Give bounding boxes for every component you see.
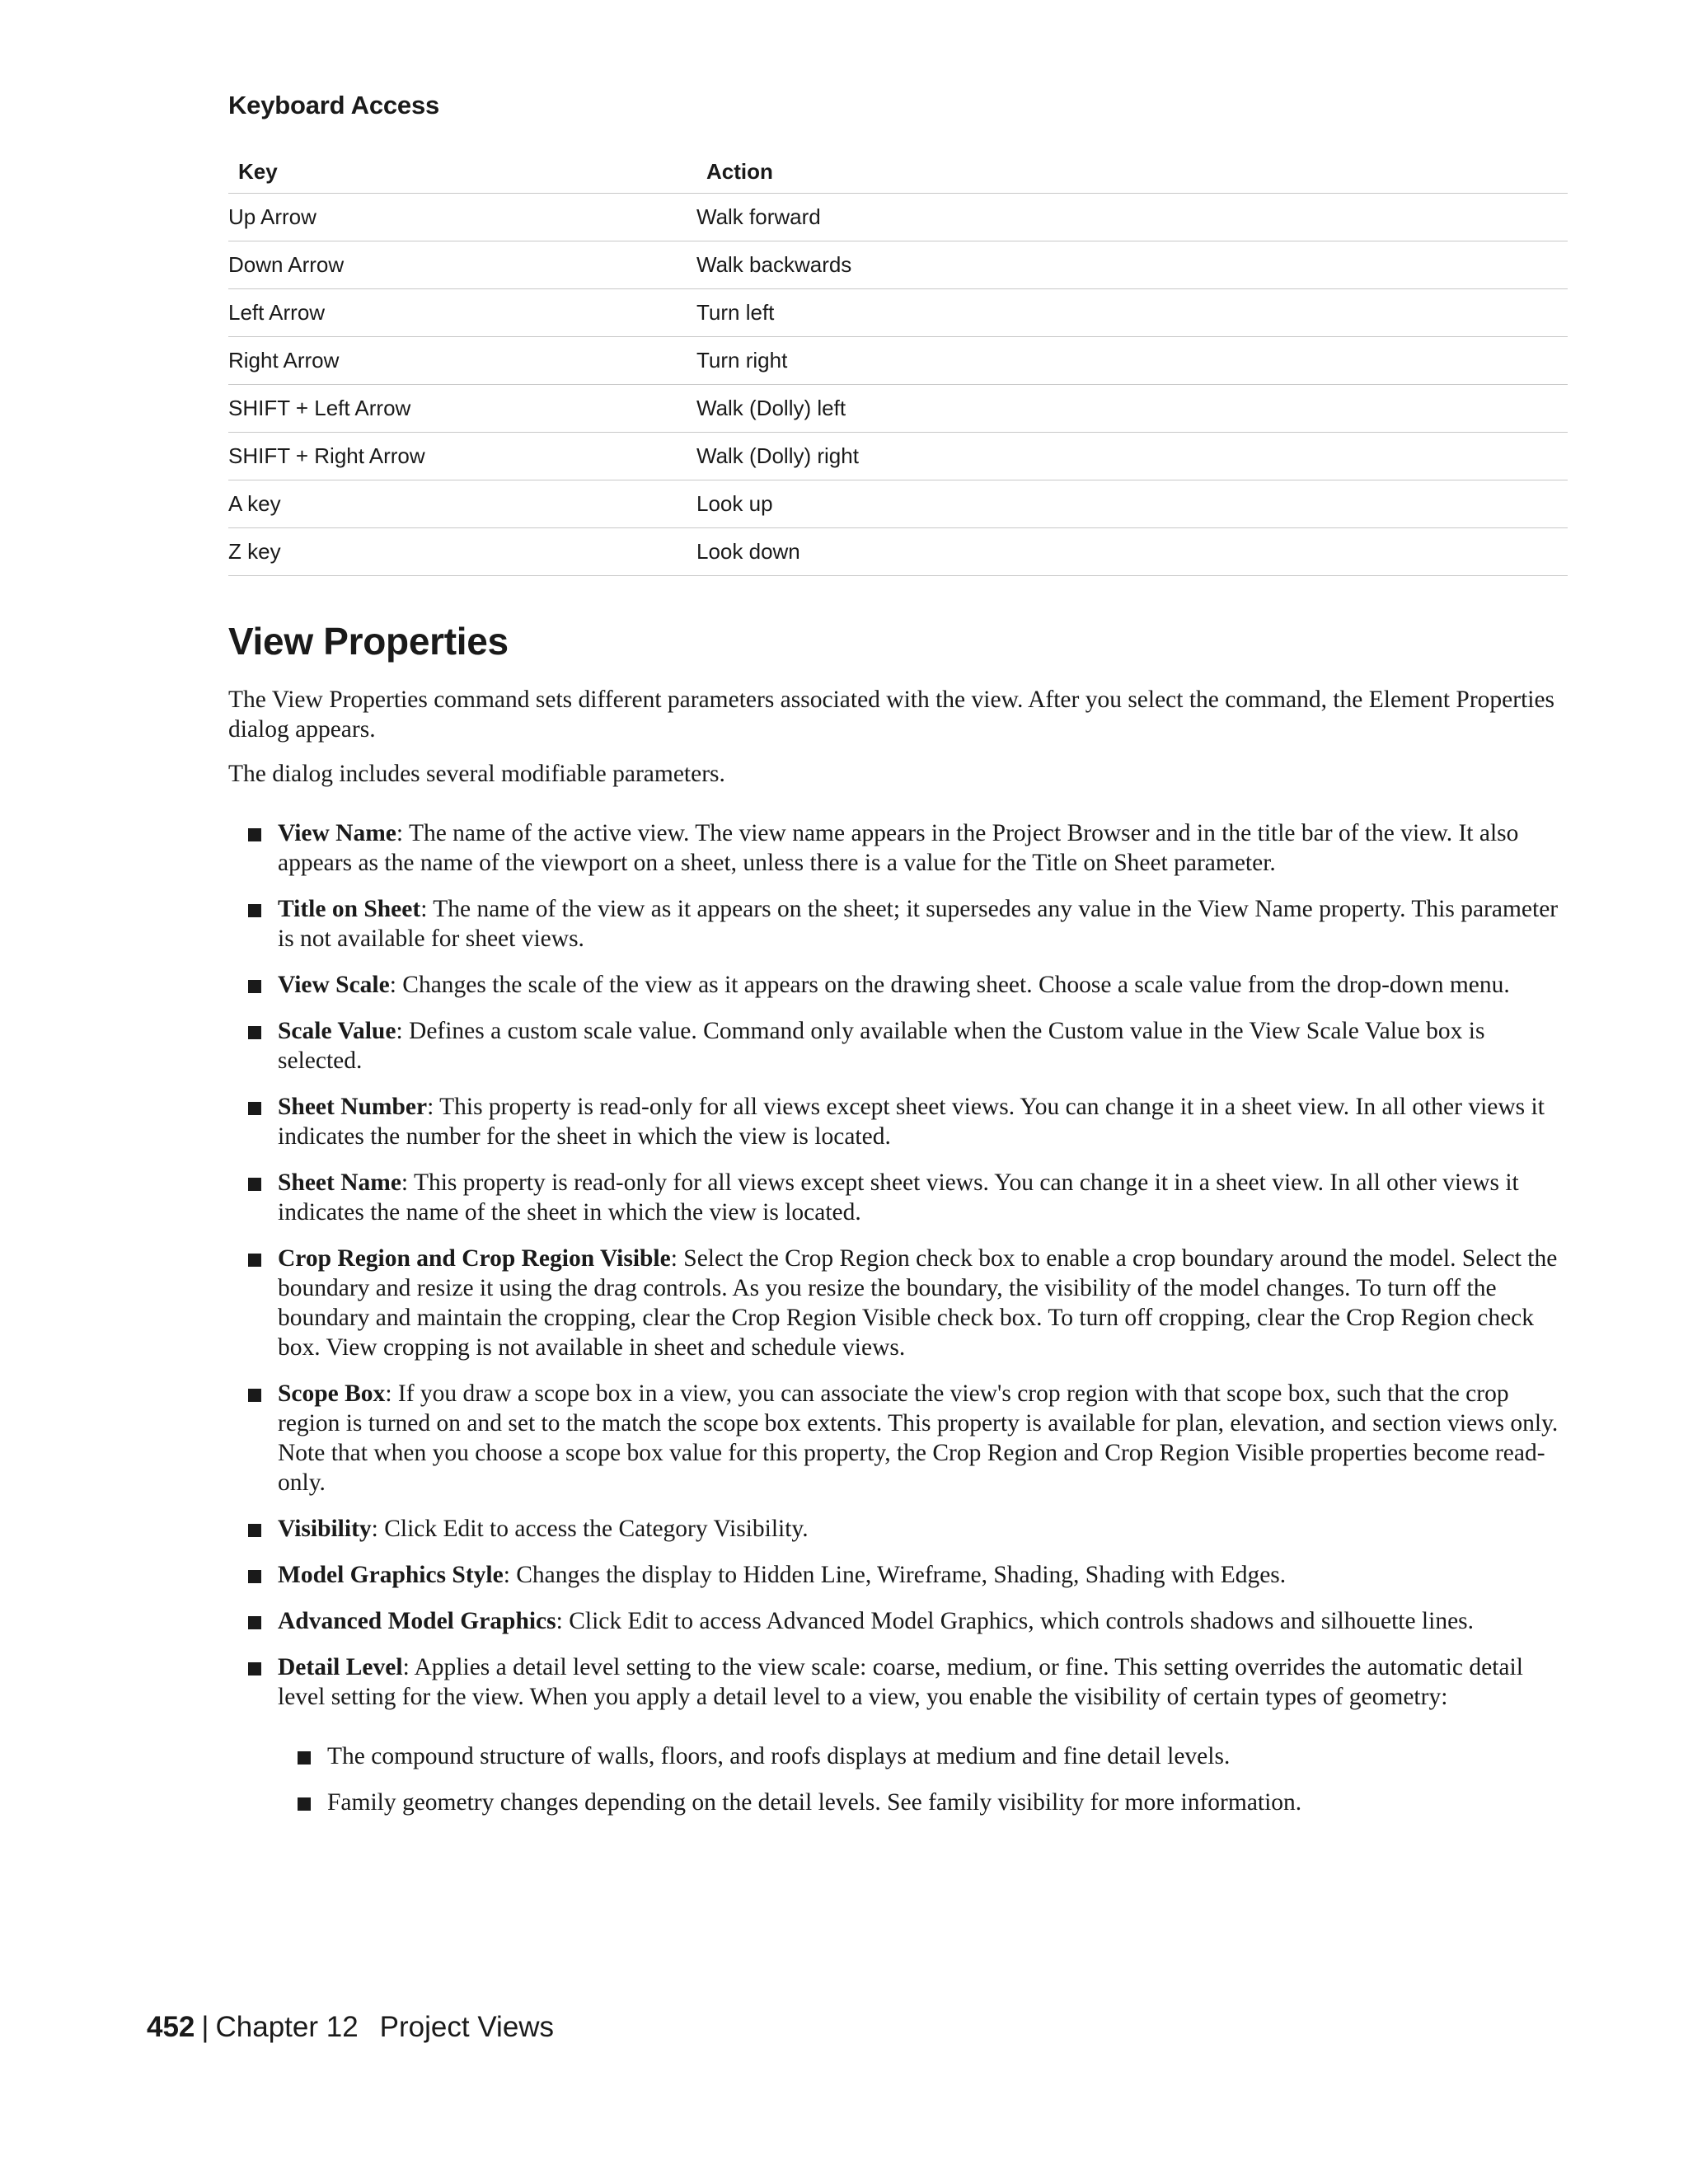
table-row (228, 528, 1568, 576)
table-row (228, 433, 1568, 480)
list-item (228, 818, 1568, 878)
detail-level-sublist (278, 1741, 1568, 1817)
table-row (228, 337, 1568, 385)
item-description: : The name of the active view. The view name appears in the Project Browser and in the title bar of the view. It also appears as the name of the viewport on a sheet, unless there is a value for the Title on Sheet parameter. (278, 820, 1519, 876)
square-bullet-icon (248, 1524, 261, 1537)
list-item (228, 1560, 1568, 1590)
list-item (228, 1016, 1568, 1076)
key-cell: Left Arrow (228, 289, 696, 337)
list-item (228, 1379, 1568, 1497)
item-term: Title on Sheet (278, 896, 421, 922)
sub-list-item (278, 1741, 1568, 1771)
list-item (228, 1652, 1568, 1817)
item-description: : Applies a detail level setting to the view scale: coarse, medium, or fine. This setting overrides the automatic detail level setting for the view. When you apply a detail level to a view, you enable the visibility of certain types of geometry: (278, 1654, 1523, 1710)
key-cell: A key (228, 480, 696, 528)
table-row (228, 289, 1568, 337)
item-description: : Changes the display to Hidden Line, Wireframe, Shading, Shading with Edges. (503, 1562, 1287, 1588)
action-cell: Walk backwards (696, 241, 1568, 289)
item-description: : This property is read-only for all views except sheet views. You can change it in a sheet view. In all other views it indicates the name of the sheet in which the view is located. (278, 1169, 1519, 1226)
item-term: View Scale (278, 972, 390, 998)
square-bullet-icon (248, 1570, 261, 1583)
square-bullet-icon (248, 1662, 261, 1675)
square-bullet-icon (248, 1102, 261, 1115)
table-row (228, 385, 1568, 433)
page-number: 452 (147, 2011, 195, 2043)
item-description: : Changes the scale of the view as it appears on the drawing sheet. Choose a scale value from the drop-down menu. (389, 972, 1510, 998)
item-term: Detail Level (278, 1654, 403, 1680)
key-cell: Right Arrow (228, 337, 696, 385)
action-cell: Look down (696, 528, 1568, 576)
key-cell: Down Arrow (228, 241, 696, 289)
square-bullet-icon (298, 1751, 311, 1765)
list-item (228, 1092, 1568, 1151)
square-bullet-icon (248, 1616, 261, 1629)
item-description: : Select the Crop Region check box to enable a crop boundary around the model. Select the boundary and resize it using the drag controls. As you resize the boundary, the visibility of the model changes. To turn off the boundary and maintain the cropping, clear the Crop Region Visible check box. To turn off cropping, clear the Crop Region check box. View cropping is not available in sheet and schedule views. (278, 1245, 1558, 1361)
view-properties-heading: View Properties (228, 620, 509, 663)
sub-item-text: The compound structure of walls, floors, and roofs displays at medium and fine detail levels. (327, 1743, 1231, 1769)
item-term: Sheet Number (278, 1094, 428, 1120)
square-bullet-icon (248, 828, 261, 841)
list-item (228, 970, 1568, 1000)
item-term: Crop Region and Crop Region Visible (278, 1245, 671, 1272)
action-cell: Walk (Dolly) right (696, 433, 1568, 480)
list-item (228, 894, 1568, 954)
list-item (228, 1244, 1568, 1362)
sub-item-text: Family geometry changes depending on the detail levels. See family visibility for more information. (327, 1789, 1302, 1816)
item-term: Advanced Model Graphics (278, 1608, 556, 1634)
item-description: : Defines a custom scale value. Command only available when the Custom value in the View Scale Value box is selected. (278, 1018, 1485, 1074)
list-item (228, 1606, 1568, 1636)
sub-list-item (278, 1788, 1568, 1817)
square-bullet-icon (298, 1797, 311, 1811)
view-properties-body (228, 685, 1568, 1817)
table-row (228, 480, 1568, 528)
keyboard-access-heading: Keyboard Access (228, 91, 440, 120)
action-cell: Look up (696, 480, 1568, 528)
square-bullet-icon (248, 1178, 261, 1191)
square-bullet-icon (248, 1026, 261, 1039)
item-description: : Click Edit to access the Category Visibility. (371, 1516, 809, 1542)
item-description: : If you draw a scope box in a view, you can associate the view's crop region with that scope box, such that the crop region is turned on and set to the match the scope box extents. This property is available for plan, elevation, and section views only. Note that when you choose a scope box value for this property, the Crop Region and Crop Region Visible properties become read-only. (278, 1380, 1559, 1496)
action-cell: Turn right (696, 337, 1568, 385)
intro-paragraph: The View Properties command sets different parameters associated with the view. After you select the command, the Element Properties dialog appears. (228, 687, 1555, 743)
key-cell: SHIFT + Left Arrow (228, 385, 696, 433)
keyboard-access-table (228, 150, 1568, 576)
square-bullet-icon (248, 904, 261, 917)
list-item (228, 1168, 1568, 1227)
action-cell: Walk forward (696, 194, 1568, 241)
item-term: Scale Value (278, 1018, 396, 1044)
key-cell: Z key (228, 528, 696, 576)
parameter-list (228, 818, 1568, 1817)
table-header-row (228, 150, 1568, 194)
column-header-key: Key (228, 150, 696, 194)
page-content (228, 91, 1568, 1834)
item-term: Model Graphics Style (278, 1562, 504, 1588)
dialog-paragraph: The dialog includes several modifiable parameters. (228, 761, 725, 787)
square-bullet-icon (248, 1389, 261, 1402)
square-bullet-icon (248, 980, 261, 993)
chapter-title: Project Views (379, 2011, 555, 2043)
item-term: Visibility (278, 1516, 372, 1542)
item-term: Sheet Name (278, 1169, 401, 1196)
action-cell: Walk (Dolly) left (696, 385, 1568, 433)
footer-separator: | (201, 2011, 209, 2043)
item-term: Scope Box (278, 1380, 386, 1407)
action-cell: Turn left (696, 289, 1568, 337)
square-bullet-icon (248, 1254, 261, 1267)
table-row (228, 194, 1568, 241)
chapter-label: Chapter 12 (215, 2011, 359, 2043)
column-header-action: Action (696, 150, 1568, 194)
list-item (228, 1514, 1568, 1544)
page-footer (147, 2011, 554, 2044)
key-cell: SHIFT + Right Arrow (228, 433, 696, 480)
item-description: : This property is read-only for all views except sheet views. You can change it in a sheet view. In all other views it indicates the number for the sheet in which the view is located. (278, 1094, 1545, 1150)
item-term: View Name (278, 820, 396, 846)
key-cell: Up Arrow (228, 194, 696, 241)
item-description: : The name of the view as it appears on the sheet; it supersedes any value in the View Name property. This parameter is not available for sheet views. (278, 896, 1559, 952)
table-row (228, 241, 1568, 289)
item-description: : Click Edit to access Advanced Model Graphics, which controls shadows and silhouette lines. (556, 1608, 1475, 1634)
